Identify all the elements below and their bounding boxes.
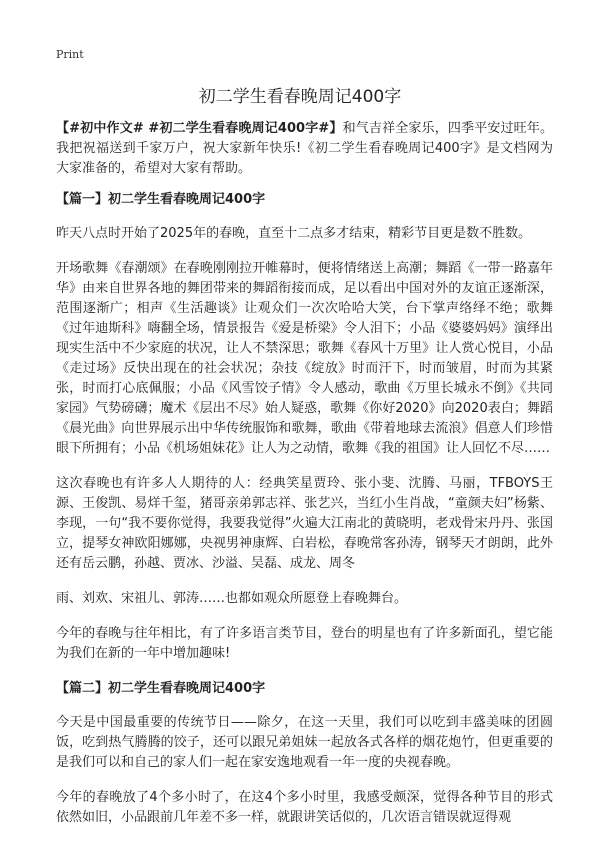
paragraph: 这次春晚也有许多人人期待的人：经典笑星贾玲、张小斐、沈腾、马丽，TFBOYS王源、王俊凯、易烊千玺，猪哥亲弟郭志祥、张艺兴，当红小生肖战，“童颜夫妇”杨紫、李现，一句“我不要你觉得，我要我觉得”火遍大江南北的黄晓明，老戏骨宋丹丹、张国立，提琴女神欧阳娜娜，央视男神康辉、白岩松，春晚常客孙涛，钢琴天才朗朗，此外还有岳云鹏，孙越、贾冰、沙溢、吴磊、成龙、周冬 xyxy=(56,476,553,571)
article-body xyxy=(56,119,553,843)
paragraph: 今年的春晚放了4个多小时了，在这4个多小时里，我感受颇深，觉得各种节目的形式依然如旧，小品跟前几年差不多一样，就跟讲笑话似的，几次语言错误就逗得观 xyxy=(56,790,553,825)
intro-tags: 【#初中作文# #初二学生看春晚周记400字#】 xyxy=(56,121,343,136)
intro-paragraph xyxy=(56,119,553,179)
page-title: 初二学生看春晚周记400字 xyxy=(198,87,402,107)
section-heading-1: 【篇一】初二学生看春晚周记400字 xyxy=(56,192,266,207)
intro-text: 和气吉祥全家乐，四季平安过旺年。我把祝福送到千家万户，祝大家新年快乐!《初二学生看春晚周记400字》是文档网为大家准备的，希望对大家有帮助。 xyxy=(56,121,553,176)
section-heading-2: 【篇二】初二学生看春晚周记400字 xyxy=(56,681,266,696)
paragraph: 今年的春晚与往年相比，有了许多语言类节目，登台的明星也有了许多新面孔，望它能为我们在新的一年中增加趣味! xyxy=(56,626,553,661)
print-link[interactable]: Print xyxy=(56,48,84,61)
paragraph: 雨、刘欢、宋祖儿、郭涛……也都如观众所愿登上春晚舞台。 xyxy=(56,591,408,606)
paragraph: 昨天八点时开始了2025年的春晚，直至十二点多才结束，精彩节目更是数不胜数。 xyxy=(56,226,532,241)
paragraph: 今天是中国最重要的传统节日——除夕，在这一天里，我们可以吃到丰盛美味的团圆饭，吃到热气腾腾的饺子，还可以跟兄弟姐妹一起放各式各样的烟花炮竹，但更重要的是我们可以和自己的家人们一起在家安逸地观看一年一度的央视春晚。 xyxy=(56,715,553,770)
paragraph: 开场歌舞《春潮颂》在春晚刚刚拉开帷幕时，便将情绪送上高潮；舞蹈《一带一路嘉年华》由来自世界各地的舞团带来的舞蹈衔接而成，足以看出中国对外的友谊正逐渐深，范围逐渐广；相声《生活趣谈》让观众们一次次哈哈大笑，台下掌声络绎不绝；歌舞《过年迪斯科》嗨翻全场，情景报告《爱是桥梁》令人泪下；小品《婆婆妈妈》演绎出现实生活中不少家庭的状况，让人不禁深思；歌舞《春风十万里》让人赏心悦目，小品《走过场》反快出现在的社会状况；杂技《绽放》时而汗下，时而皱眉，时而为其紧张，时而打心底佩服；小品《风雪饺子情》令人感动，歌曲《万里长城永不倒》《共同家园》气势磅礴；魔术《层出不尽》始人疑惑，歌舞《你好2020》向2020表白；舞蹈《晨光曲》向世界展示出中华传统服饰和歌舞，歌曲《带着地球去流浪》倡意人们珍惜眼下所拥有；小品《机场姐妹花》让人为之动情，歌舞《我的祖国》让人回忆不尽…… xyxy=(56,261,553,456)
